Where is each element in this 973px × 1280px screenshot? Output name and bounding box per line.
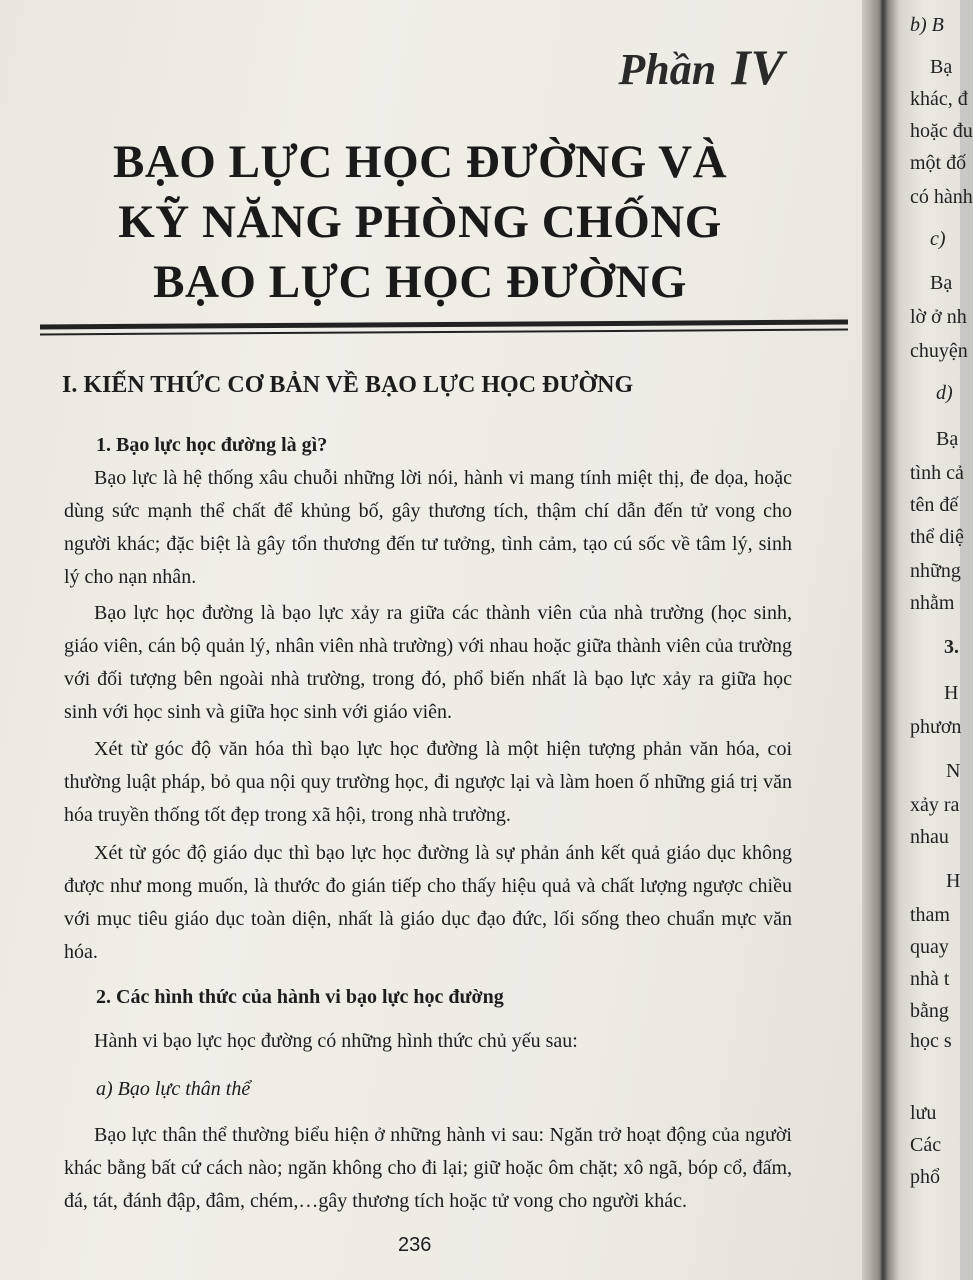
part-word: Phần <box>618 45 717 94</box>
paragraph-2a: Bạo lực thân thể thường biểu hiện ở những hành vi sau: Ngăn trở hoạt động của người khác bằng bất cứ cách nào; ngăn không cho đi lại; giữ hoặc ôm chặt; xô ngã, bóp cổ, đấm, đá, tát, đánh đập, đâm, chém,…gây thương tích hoặc tử vong cho người khác. <box>64 1124 792 1212</box>
right-page-line: những <box>910 560 961 582</box>
page-number: 236 <box>398 1234 432 1256</box>
paragraph-1: Bạo lực là hệ thống xâu chuỗi những lời nói, hành vi mang tính miệt thị, đe dọa, hoặc dùng sức mạnh thể chất để khủng bố, gây thương tích, thậm chí dẫn đến tử vong cho người khác; đặc biệt là gây tổn thương đến tư tưởng, tình cảm, tạo cú sốc về tâm lý, sinh lý cho nạn nhân. <box>64 467 792 588</box>
right-page-line: chuyện <box>910 340 968 362</box>
right-page-line: lưu <box>910 1102 937 1124</box>
right-page-line: 3. <box>944 636 959 658</box>
right-page-line: xảy ra <box>910 794 960 816</box>
chapter-title-line: KỸ NĂNG PHÒNG CHỐNG <box>118 196 722 248</box>
right-page-line: tên đế <box>910 494 959 516</box>
right-page-line: một đố <box>910 152 967 174</box>
right-page-line: Bạ <box>930 272 953 294</box>
subsection-heading-1: 1. Bạo lực học đường là gì? <box>96 434 328 456</box>
subsection-heading-2: 2. Các hình thức của hành vi bạo lực học đường <box>96 986 504 1008</box>
right-page-line: H <box>944 682 959 704</box>
right-page-line: khác, đ <box>910 88 968 110</box>
title-rule-thin <box>40 329 848 336</box>
paragraph-2: Bạo lực học đường là bạo lực xảy ra giữa các thành viên của nhà trường (học sinh, giáo viên, cán bộ quản lý, nhân viên nhà trường) với nhau hoặc giữa thành viên của trường với đối tượng bên ngoài nhà trường, trong đó, phổ biến nhất là bạo lực xảy ra giữa học sinh với học sinh và giữa học sinh với giáo viên. <box>64 602 792 723</box>
subsection-heading-2a: a) Bạo lực thân thể <box>96 1078 251 1100</box>
section-heading: I. KIẾN THỨC CƠ BẢN VỀ BẠO LỰC HỌC ĐƯỜNG <box>62 372 634 398</box>
right-page-line: quay <box>910 936 949 958</box>
right-page-line: phổ <box>910 1166 940 1188</box>
book-gutter <box>862 0 900 1280</box>
chapter-title-line: BẠO LỰC HỌC ĐƯỜNG VÀ <box>112 136 728 188</box>
right-page-line: tham <box>910 904 950 926</box>
right-page-line: thể diệ <box>910 526 964 548</box>
right-page-line: c) <box>930 228 946 250</box>
part-label <box>618 38 784 96</box>
chapter-title-line: BẠO LỰC HỌC ĐƯỜNG <box>153 256 687 308</box>
right-page-line: Bạ <box>930 56 953 78</box>
part-numeral: IV <box>731 39 784 95</box>
right-page-line: H <box>946 870 961 892</box>
right-page-line: hoặc đu <box>910 120 973 142</box>
paragraph-intro-2: Hành vi bạo lực học đường có những hình thức chủ yếu sau: <box>94 1030 578 1052</box>
right-page-line: Bạ <box>936 428 959 450</box>
right-page-line: bằng <box>910 1000 949 1022</box>
right-page-line: có hành <box>910 186 973 208</box>
right-page-line: học s <box>910 1030 952 1052</box>
chapter-title <box>40 132 800 312</box>
right-page-line: Các <box>910 1134 942 1156</box>
right-page-line: N <box>946 760 961 782</box>
right-page-line: lờ ở nh <box>910 306 967 328</box>
right-page-line: nhà t <box>910 968 950 990</box>
right-page-line: nhau <box>910 826 949 848</box>
right-page-line: d) <box>936 382 953 404</box>
right-page-line: b) B <box>910 14 944 36</box>
title-rule-thick <box>40 320 848 330</box>
right-page-line: tình cả <box>910 462 964 484</box>
right-page-line: phươn <box>910 716 962 738</box>
paragraph-4: Xét từ góc độ giáo dục thì bạo lực học đường là sự phản ánh kết quả giáo dục không được như mong muốn, là thước đo gián tiếp cho thấy hiệu quả và chất lượng ngược chiều với mục tiêu giáo dục toàn diện, nhất là giáo dục đạo đức, lối sống theo chuẩn mực văn hóa. <box>64 842 792 963</box>
right-page-line: nhằm <box>910 592 955 614</box>
right-page <box>900 0 973 1280</box>
paragraph-3: Xét từ góc độ văn hóa thì bạo lực học đường là một hiện tượng phản văn hóa, coi thường luật pháp, bỏ qua nội quy trường học, đi ngược lại và làm hoen ố những giá trị văn hóa truyền thống tốt đẹp trong xã hội, trong nhà trường. <box>64 738 792 826</box>
